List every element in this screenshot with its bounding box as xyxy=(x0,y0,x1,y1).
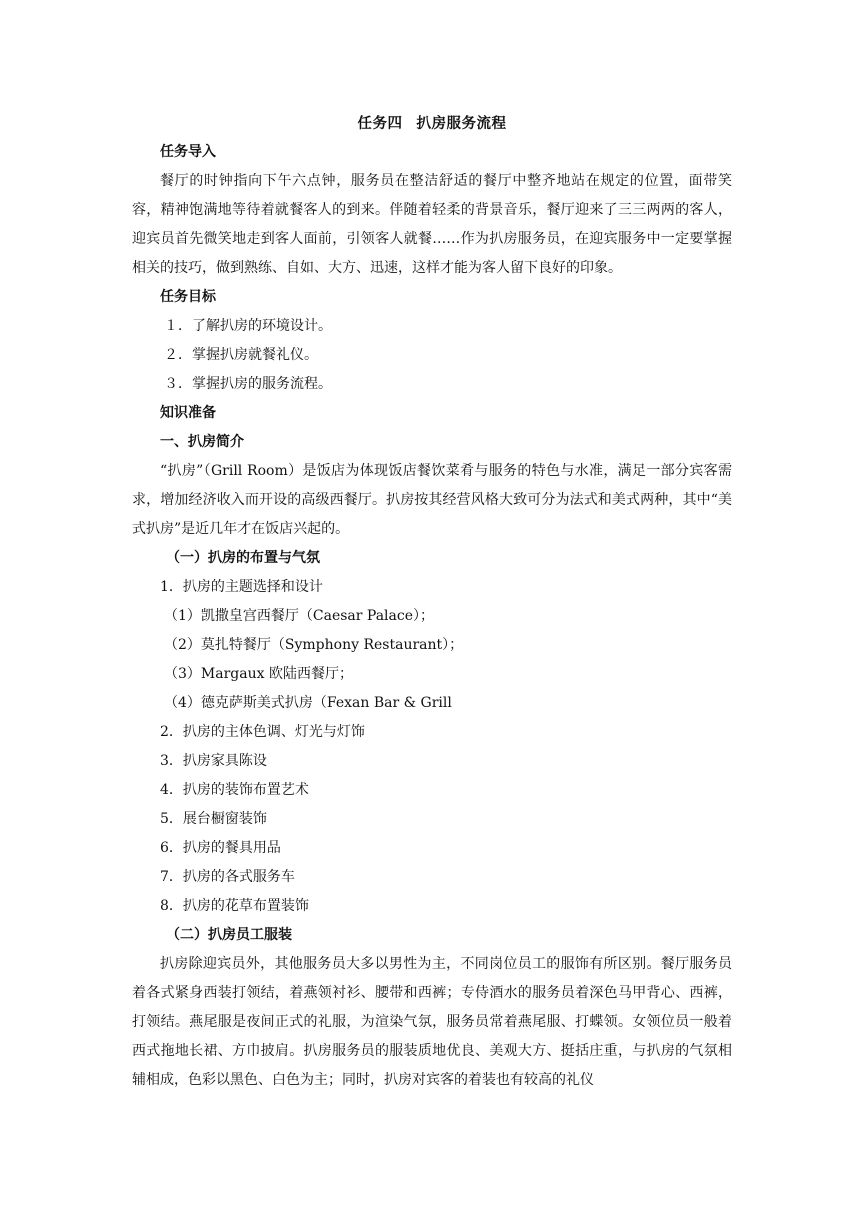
document-title xyxy=(132,110,732,138)
goal-item: １．了解扒房的环境设计。 xyxy=(164,318,332,334)
part1-heading: 一、扒房简介 xyxy=(160,434,244,450)
section-heading-knowledge: 知识准备 xyxy=(160,405,216,421)
list-item: 5．展台橱窗装饰 xyxy=(160,811,267,827)
document-page xyxy=(132,110,732,1095)
title-task-number: 任务四 xyxy=(357,116,403,132)
list-item: 3．扒房家具陈设 xyxy=(160,753,267,769)
title-task-name: 扒房服务流程 xyxy=(416,116,507,132)
sub1-heading: （一）扒房的布置与气氛 xyxy=(166,550,320,566)
intro-paragraph: 餐厅的时钟指向下午六点钟，服务员在整洁舒适的餐厅中整齐地站在规定的位置，面带笑容，精神饱满地等待着就餐客人的到来。伴随着轻柔的背景音乐，餐厅迎来了三三两两的客人，迎宾员首先微笑地走到客人面前，引领客人就餐……作为扒房服务员，在迎宾服务中一定要掌握相关的技巧，做到熟练、自如、大方、迅速，这样才能为客人留下良好的印象。 xyxy=(132,173,732,276)
goal-item: ２．掌握扒房就餐礼仪。 xyxy=(164,347,318,363)
section-heading-intro: 任务导入 xyxy=(160,144,216,160)
example-item: （3）Margaux 欧陆西餐厅； xyxy=(164,666,353,682)
list-item: 4．扒房的装饰布置艺术 xyxy=(160,782,309,798)
list-item: 2．扒房的主体色调、灯光与灯饰 xyxy=(160,724,365,740)
sub2-paragraph: 扒房除迎宾员外，其他服务员大多以男性为主，不同岗位员工的服饰有所区别。餐厅服务员着各式紧身西装打领结，着燕领衬衫、腰带和西裤；专侍酒水的服务员着深色马甲背心、西裤，打领结。燕尾服是夜间正式的礼服，为渲染气氛，服务员常着燕尾服、打蝶领。女领位员一般着西式拖地长裙、方巾披肩。扒房服务员的服装质地优良、美观大方、挺括庄重，与扒房的气氛相辅相成，色彩以黑色、白色为主；同时，扒房对宾客的着装也有较高的礼仪 xyxy=(132,956,732,1088)
list-item: 7．扒房的各式服务车 xyxy=(160,869,295,885)
section-heading-goals: 任务目标 xyxy=(160,289,216,305)
sub2-heading: （二）扒房员工服装 xyxy=(166,927,292,943)
part1-paragraph: “扒房”（Grill Room）是饭店为体现饭店餐饮菜肴与服务的特色与水准，满足一部分宾客需求，增加经济收入而开设的高级西餐厅。扒房按其经营风格大致可分为法式和美式两种，其中“美式扒房”是近几年才在饭店兴起的。 xyxy=(132,463,732,537)
list-item: 1．扒房的主题选择和设计 xyxy=(160,579,323,595)
goal-item: ３．掌握扒房的服务流程。 xyxy=(164,376,332,392)
list-item: 6．扒房的餐具用品 xyxy=(160,840,281,856)
example-item: （4）德克萨斯美式扒房（Fexan Bar & Grill xyxy=(164,695,452,711)
example-item: （1）凯撒皇宫西餐厅（Caesar Palace）； xyxy=(164,608,435,624)
list-item: 8．扒房的花草布置装饰 xyxy=(160,898,309,914)
example-item: （2）莫扎特餐厅（Symphony Restaurant）； xyxy=(164,637,464,653)
